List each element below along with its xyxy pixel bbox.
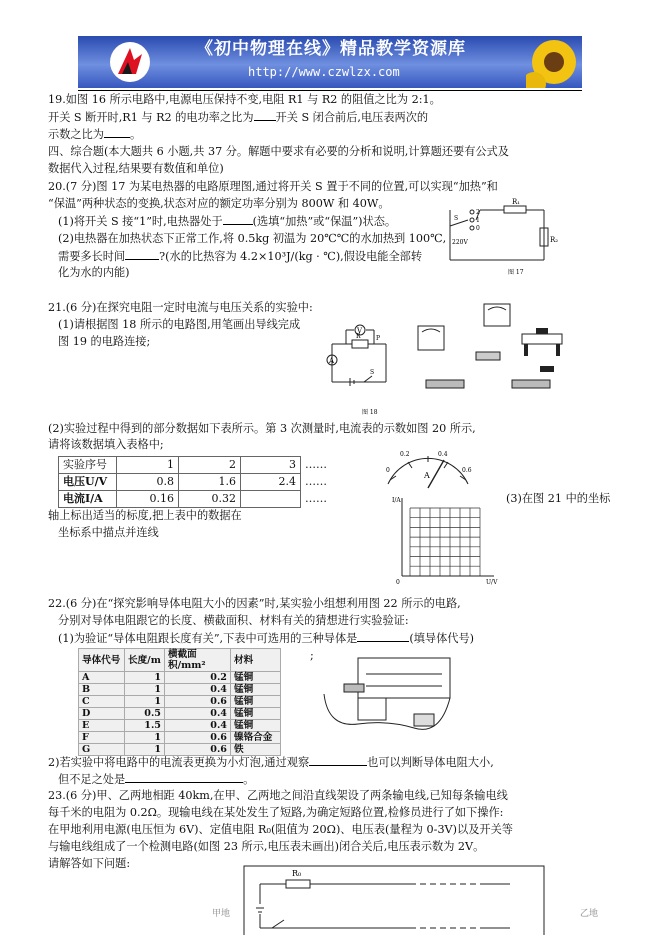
header-banner (78, 36, 582, 88)
q22-line1: 22.(6 分)在“探究影响导体电阻大小的因素”时,某实验小组想利用图 22 所示的电路, (48, 597, 461, 610)
slider-label: P (376, 335, 381, 342)
q20-line6: 化为水的内能) (58, 266, 130, 279)
table-row (79, 672, 281, 684)
answer-blank[interactable] (104, 126, 130, 138)
x-axis-label: U/V (486, 579, 498, 586)
dial-label: 0.2 (400, 451, 410, 458)
resistor-icon (476, 352, 500, 360)
table-cell: B (79, 684, 125, 696)
table-row (79, 684, 281, 696)
table-cell: 1 (125, 744, 165, 756)
logo-icon (108, 40, 152, 84)
jia-label: 甲地 (212, 909, 231, 919)
banner-title: 《初中物理在线》精品教学资源库 (196, 39, 466, 59)
banner-url: http://www.czwlzx.com (248, 65, 400, 79)
q20-line3: (1)将开关 S 接“1”时,电热器处于 (选填“加热”或“保温”)状态。 (58, 215, 397, 228)
table-row: 电压U/V 0.8 1.6 2.4 …… (59, 474, 341, 491)
q23-line2: 每千米的电阻为 0.2Ω。现输电线在某处发生了短路,为确定短路位置,检修员进行了如下操作: (48, 806, 504, 819)
material-table (78, 648, 281, 756)
voltage-label: 220V (452, 239, 468, 246)
figure-20-ammeter-dial (378, 444, 478, 492)
r2-label: R₂ (550, 236, 559, 244)
table-cell: 锰铜 (231, 684, 281, 696)
q20-line5: 需要多长时间 ?(水的比热容为 4.2×10³J/(kg · ℃),假设电能全部转 (58, 250, 423, 263)
q19-line1: 19.如图 16 所示电路中,电源电压保持不变,电阻 R1 与 R2 的阻值之比为 2:1。 (48, 93, 441, 106)
q19-line2: 开关 S 断开时,R1 与 R2 的电功率之比为 开关 S 闭合前后,电压表两次的 (48, 111, 429, 124)
contact-2-label: 2 (476, 209, 480, 216)
q20-line2: “保温”两种状态的变换,状态对应的额定功率分别为 800W 和 40W。 (48, 197, 390, 210)
table-cell: 0.4 (165, 684, 231, 696)
answer-blank[interactable] (223, 213, 253, 225)
contact-0-label: 0 (476, 225, 480, 232)
table-cell: 锰铜 (231, 720, 281, 732)
q21-line5: 请将该数据填入表格中; (48, 438, 164, 451)
answer-blank[interactable] (309, 754, 367, 766)
figure-18-circuit (322, 318, 404, 418)
q21-line3: 图 19 的电路连接; (58, 335, 151, 348)
dial-label: 0.4 (438, 451, 448, 458)
table-cell: 镍铬合金 (231, 732, 281, 744)
q22-line4: 2)若实验中将电路中的电流表更换为小灯泡,通过观察 也可以判断导体电阻大小, (48, 756, 494, 769)
table-cell: D (79, 708, 125, 720)
semicolon: ; (310, 649, 314, 662)
voltmeter-label: V (357, 327, 363, 335)
ammeter-label: A (329, 357, 335, 365)
q19-line3: 示数之比为 。 (48, 128, 142, 141)
figure-23-circuit (210, 864, 610, 935)
sunflower-icon (526, 36, 582, 88)
table-cell: 1 (125, 672, 165, 684)
table-header: 导体代号 长度/m 横截面积/mm² 材料 (79, 649, 281, 672)
figure-22-circuit (318, 654, 458, 738)
q22-line3: (1)为验证“导体电阻跟长度有关”,下表中可选用的三种导体是 (填导体代号) (58, 632, 475, 645)
figure-18-caption: 图 18 (362, 409, 378, 416)
switch-label: S (370, 369, 375, 376)
q20-line1: 20.(7 分)图 17 为某电热器的电路原理图,通过将开关 S 置于不同的位置,可以实现“加热”和 (48, 180, 498, 193)
table-cell: 锰铜 (231, 672, 281, 684)
q22-line2: 分别对导体电阻跟它的长度、横截面积、材料有关的猜想进行实验验证: (58, 614, 409, 627)
contact-1-label: 1 (476, 217, 480, 224)
table-row (79, 696, 281, 708)
answer-blank[interactable] (254, 109, 276, 121)
r0-label: R₀ (292, 869, 302, 878)
q23-line5: 请解答如下问题: (48, 857, 131, 870)
r1-label: R₁ (512, 198, 521, 206)
answer-blank[interactable] (125, 771, 243, 783)
dial-label: 0.6 (462, 467, 472, 474)
table-row (79, 708, 281, 720)
dial-label: 0 (386, 467, 390, 474)
switch-label: S (454, 215, 459, 222)
answer-blank[interactable] (357, 630, 409, 642)
q21-line8: 坐标系中描点并连线 (58, 526, 159, 539)
table-cell: C (79, 696, 125, 708)
table-cell: 铁 (231, 744, 281, 756)
resistor-label: R (356, 333, 361, 340)
q23-line1: 23.(6 分)甲、乙两地相距 40km,在甲、乙两地之间沿直线架设了两条输电线,已知每条输电线 (48, 789, 508, 802)
q23-line3: 在甲地利用电源(电压恒为 6V)、定值电阻 R₀(阻值为 20Ω)、电压表(量程为 0-3V)以及开关等 (48, 823, 513, 836)
header-rule (78, 90, 582, 91)
dial-unit: A (424, 471, 430, 480)
needle-icon (428, 460, 444, 488)
data-table (58, 456, 341, 508)
battery-icon (344, 684, 364, 692)
table-row: 实验序号 1 2 3 …… (59, 457, 341, 474)
q23-line4: 与输电线组成了一个检测电路(如图 23 所示,电压表未画出)闭合关后,电压表示数为 2V。 (48, 840, 485, 853)
q21-line6: (3)在图 21 中的坐标 (506, 492, 611, 505)
figure-21-grid (382, 494, 502, 586)
section4-line2: 数据代入过程,结果要有数值和单位) (48, 162, 224, 175)
battery-icon (512, 380, 550, 388)
origin-label: 0 (396, 579, 400, 586)
q20-line4: (2)电热器在加热状态下正常工作,将 0.5kg 初温为 20℃℃的水加热到 100℃, (58, 232, 447, 245)
q22-line5: 但不足之处是 。 (58, 773, 255, 786)
answer-blank[interactable] (125, 248, 159, 260)
table-cell: 0.2 (165, 672, 231, 684)
table-cell: 0.6 (165, 744, 231, 756)
table-cell: 1 (125, 684, 165, 696)
table-cell: 0.6 (165, 732, 231, 744)
q21-line7: 轴上标出适当的标度,把上表中的数据在 (48, 509, 242, 522)
table-cell: 1 (125, 696, 165, 708)
table-cell: E (79, 720, 125, 732)
table-cell: 锰铜 (231, 696, 281, 708)
answer-cell[interactable] (241, 491, 301, 508)
q21-line1: 21.(6 分)在探究电阻一定时电流与电压关系的实验中: (48, 301, 313, 314)
yi-label: 乙地 (580, 909, 599, 919)
battery-icon (426, 380, 464, 388)
table-cell: F (79, 732, 125, 744)
table-row (79, 720, 281, 732)
table-cell: 0.6 (165, 696, 231, 708)
figure-19-apparatus (410, 296, 570, 404)
table-row (79, 732, 281, 744)
table-cell: 0.4 (165, 708, 231, 720)
table-cell: 0.5 (125, 708, 165, 720)
table-row: 电流I/A 0.16 0.32 …… (59, 491, 341, 508)
q21-line2: (1)请根据图 18 所示的电路图,用笔画出导线完成 (58, 318, 301, 331)
table-cell: A (79, 672, 125, 684)
figure-17-caption: 图 17 (508, 269, 524, 276)
table-cell: 1.5 (125, 720, 165, 732)
section4-line1: 四、综合题(本大题共 6 小题,共 37 分。解题中要求有必要的分析和说明,计算题还要有公式及 (48, 145, 509, 158)
table-cell: G (79, 744, 125, 756)
rheostat-icon (522, 334, 562, 344)
table-cell: 锰铜 (231, 708, 281, 720)
y-axis-label: I/A (392, 497, 401, 504)
voltmeter-device-icon (418, 326, 444, 350)
table-cell: 1 (125, 732, 165, 744)
q21-line4: (2)实验过程中得到的部分数据如下表所示。第 3 次测量时,电流表的示数如图 20 所示, (48, 422, 476, 435)
figure-17-circuit (440, 198, 562, 278)
table-cell: 0.4 (165, 720, 231, 732)
